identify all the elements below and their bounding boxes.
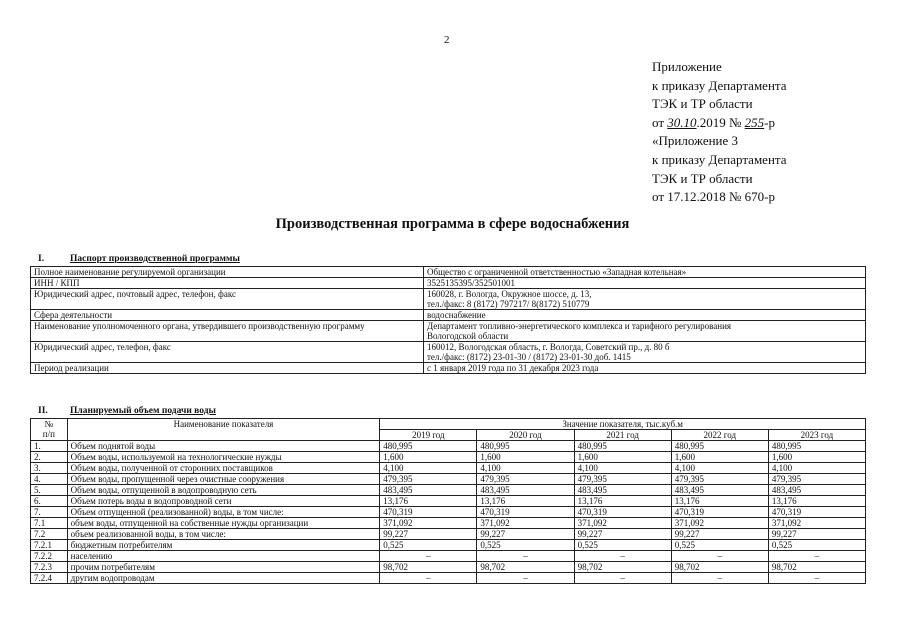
table-row — [31, 518, 866, 529]
section-title: Планируемый объем подачи воды — [70, 406, 216, 416]
handwritten-order-number: 255 — [744, 114, 765, 130]
row-number: 7.2.4 — [31, 573, 68, 584]
row-value: 480,995 — [477, 441, 574, 452]
header-indicator-name: Наименование показателя — [67, 419, 380, 441]
row-value: – — [671, 573, 768, 584]
header-value-group: Значение показателя, тыс.куб.м — [380, 419, 866, 430]
passport-row — [31, 278, 866, 289]
passport-label: Наименование уполномоченного органа, утвердившего производственную программу — [31, 321, 424, 342]
appendix-order-line — [652, 114, 787, 133]
passport-value-line: Департамент топливно-энергетического комплекса и тарифного регулирования — [427, 321, 732, 331]
appendix-order-suffix: -р — [764, 114, 776, 130]
row-value: 479,395 — [477, 474, 574, 485]
row-value: 483,495 — [380, 485, 477, 496]
row-value: – — [574, 573, 671, 584]
table-header-row — [31, 419, 866, 430]
header-year: 2020 год — [477, 430, 574, 441]
header-number-line: п/п — [42, 429, 55, 439]
header-year: 2019 год — [380, 430, 477, 441]
passport-label: Юридический адрес, телефон, факс — [31, 342, 424, 363]
document-title: Производственная программа в сфере водоснабжения — [275, 216, 630, 232]
row-number: 7.2.1 — [31, 540, 68, 551]
row-value: 4,100 — [477, 463, 574, 474]
row-value: 479,395 — [574, 474, 671, 485]
appendix-block — [652, 58, 787, 207]
row-value: 470,319 — [477, 507, 574, 518]
appendix-line: Приложение — [652, 59, 722, 74]
row-value: 98,702 — [477, 562, 574, 573]
passport-row — [31, 267, 866, 278]
row-value: 99,227 — [380, 529, 477, 540]
row-indicator-name: другим водопроводам — [67, 573, 380, 584]
passport-value — [424, 278, 866, 289]
row-value: 470,319 — [768, 507, 865, 518]
passport-value-line: тел./факс: (8172) 23-01-30 / (8172) 23-01-30 доб. 1415 — [427, 352, 631, 362]
row-value: 13,176 — [574, 496, 671, 507]
passport-label: ИНН / КПП — [31, 278, 424, 289]
passport-value — [424, 321, 866, 342]
row-value: 470,319 — [574, 507, 671, 518]
row-value: 4,100 — [671, 463, 768, 474]
section-2-heading — [38, 406, 216, 416]
table-row — [31, 452, 866, 463]
section-number: II. — [38, 406, 48, 416]
row-value: 1,600 — [768, 452, 865, 463]
row-indicator-name: объем реализованной воды, в том числе: — [67, 529, 380, 540]
row-indicator-name: прочим потребителям — [67, 562, 380, 573]
row-value: 4,100 — [380, 463, 477, 474]
row-number: 7.2.3 — [31, 562, 68, 573]
row-value: 479,395 — [380, 474, 477, 485]
row-indicator-name: Объем воды, полученной от сторонних поставщиков — [67, 463, 380, 474]
row-value: 371,092 — [671, 518, 768, 529]
table-row — [31, 507, 866, 518]
row-number: 1. — [31, 441, 68, 452]
row-indicator-name: Объем отпущенной (реализованной) воды, в том числе: — [67, 507, 380, 518]
passport-row — [31, 310, 866, 321]
header-number-line: № — [44, 419, 54, 429]
table-row — [31, 441, 866, 452]
passport-row — [31, 321, 866, 342]
appendix-line: ТЭК и ТР области — [652, 96, 753, 112]
row-value: 13,176 — [477, 496, 574, 507]
row-indicator-name: Объем поднятой воды — [67, 441, 380, 452]
row-number: 3. — [31, 463, 68, 474]
row-value: – — [380, 573, 477, 584]
row-value: 371,092 — [574, 518, 671, 529]
row-indicator-name: Объем воды, пропущенной через очистные сооружения — [67, 474, 380, 485]
row-indicator-name: Объем воды, отпущенной в водопроводную сеть — [67, 485, 380, 496]
row-number: 2. — [31, 452, 68, 463]
row-value: 371,092 — [768, 518, 865, 529]
row-value: 371,092 — [477, 518, 574, 529]
appendix-date-year: .2019 № — [696, 114, 745, 130]
row-value: 483,495 — [768, 485, 865, 496]
row-value: 4,100 — [768, 463, 865, 474]
row-value: 483,495 — [671, 485, 768, 496]
row-value: 470,319 — [380, 507, 477, 518]
row-number: 7.2 — [31, 529, 68, 540]
row-value: 0,525 — [671, 540, 768, 551]
water-volume-table — [30, 418, 866, 584]
row-value: 483,495 — [574, 485, 671, 496]
row-indicator-name: Объем потерь воды в водопроводной сети — [67, 496, 380, 507]
header-year: 2021 год — [574, 430, 671, 441]
appendix-date-prefix: от — [652, 114, 668, 130]
table-row — [31, 562, 866, 573]
passport-value — [424, 310, 866, 321]
row-value: 1,600 — [477, 452, 574, 463]
row-value: 479,395 — [671, 474, 768, 485]
row-value: 0,525 — [574, 540, 671, 551]
row-value: – — [380, 551, 477, 562]
row-value: 98,702 — [574, 562, 671, 573]
row-value: 480,995 — [380, 441, 477, 452]
appendix-line: к приказу Департамента — [652, 77, 787, 93]
passport-value-line: с 1 января 2019 года по 31 декабря 2023 года — [427, 363, 599, 373]
handwritten-date: 30.10 — [667, 114, 697, 130]
appendix-line: ТЭК и ТР области — [652, 170, 753, 186]
table-row — [31, 540, 866, 551]
row-value: 98,702 — [671, 562, 768, 573]
row-value: – — [574, 551, 671, 562]
row-indicator-name: бюджетным потребителям — [67, 540, 380, 551]
row-value: 99,227 — [574, 529, 671, 540]
passport-label: Полное наименование регулируемой организации — [31, 267, 424, 278]
appendix-line: «Приложение 3 — [652, 133, 739, 149]
passport-value-line: Общество с ограниченной ответственностью «Западная котельная» — [427, 267, 687, 277]
row-value: 13,176 — [768, 496, 865, 507]
section-title: Паспорт производственной программы — [70, 254, 240, 264]
passport-value — [424, 363, 866, 374]
section-number: I. — [38, 254, 45, 264]
row-value: – — [477, 573, 574, 584]
row-number: 4. — [31, 474, 68, 485]
appendix-line: от 17.12.2018 № 670-р — [652, 189, 775, 205]
header-year: 2022 год — [671, 430, 768, 441]
passport-value-line: 3525135395/352501001 — [427, 278, 516, 288]
passport-value-line: Вологодской области — [427, 331, 509, 341]
passport-value-line: тел./факс: 8 (8172) 797217/ 8(8172) 510779 — [427, 299, 590, 309]
row-value: 480,995 — [768, 441, 865, 452]
appendix-line: к приказу Департамента — [652, 151, 787, 167]
row-value: 0,525 — [477, 540, 574, 551]
header-number — [31, 419, 68, 441]
row-value: 99,227 — [768, 529, 865, 540]
page-number: 2 — [444, 34, 450, 46]
row-value: 480,995 — [671, 441, 768, 452]
table-row — [31, 485, 866, 496]
passport-label: Период реализации — [31, 363, 424, 374]
passport-row — [31, 363, 866, 374]
row-value: 13,176 — [671, 496, 768, 507]
row-number: 5. — [31, 485, 68, 496]
table-row — [31, 529, 866, 540]
row-value: 1,600 — [671, 452, 768, 463]
row-value: – — [671, 551, 768, 562]
passport-value-line: 160012, Вологодская область, г. Вологда, Советский пр., д. 80 б — [427, 342, 670, 352]
row-number: 6. — [31, 496, 68, 507]
row-value: 483,495 — [477, 485, 574, 496]
row-value: 98,702 — [380, 562, 477, 573]
table-row — [31, 463, 866, 474]
row-value: 99,227 — [671, 529, 768, 540]
row-value: – — [768, 551, 865, 562]
header-year: 2023 год — [768, 430, 865, 441]
row-value: 480,995 — [574, 441, 671, 452]
passport-table — [30, 266, 866, 374]
row-number: 7.1 — [31, 518, 68, 529]
row-value: 0,525 — [768, 540, 865, 551]
table-row — [31, 474, 866, 485]
row-value: 371,092 — [380, 518, 477, 529]
row-number: 7.2.2 — [31, 551, 68, 562]
row-value: – — [768, 573, 865, 584]
passport-label: Сфера деятельности — [31, 310, 424, 321]
passport-row — [31, 342, 866, 363]
row-indicator-name: объем воды, отпущенной на собственные нужды организации — [67, 518, 380, 529]
row-value: 99,227 — [477, 529, 574, 540]
row-value: 98,702 — [768, 562, 865, 573]
row-number: 7. — [31, 507, 68, 518]
passport-row — [31, 289, 866, 310]
row-value: 1,600 — [574, 452, 671, 463]
passport-value — [424, 267, 866, 278]
row-value: 479,395 — [768, 474, 865, 485]
row-value: 470,319 — [671, 507, 768, 518]
passport-value-line: 160028, г. Вологда, Окружное шоссе, д. 13, — [427, 289, 592, 299]
passport-value-line: водоснабжение — [427, 310, 486, 320]
passport-value — [424, 289, 866, 310]
passport-value — [424, 342, 866, 363]
row-value: 13,176 — [380, 496, 477, 507]
table-row — [31, 496, 866, 507]
table-row — [31, 573, 866, 584]
table-row — [31, 551, 866, 562]
passport-label: Юридический адрес, почтовый адрес, телефон, факс — [31, 289, 424, 310]
row-value: – — [477, 551, 574, 562]
row-value: 0,525 — [380, 540, 477, 551]
row-indicator-name: населению — [67, 551, 380, 562]
row-value: 1,600 — [380, 452, 477, 463]
row-value: 4,100 — [574, 463, 671, 474]
section-1-heading — [38, 254, 240, 264]
row-indicator-name: Объем воды, используемой на технологические нужды — [67, 452, 380, 463]
